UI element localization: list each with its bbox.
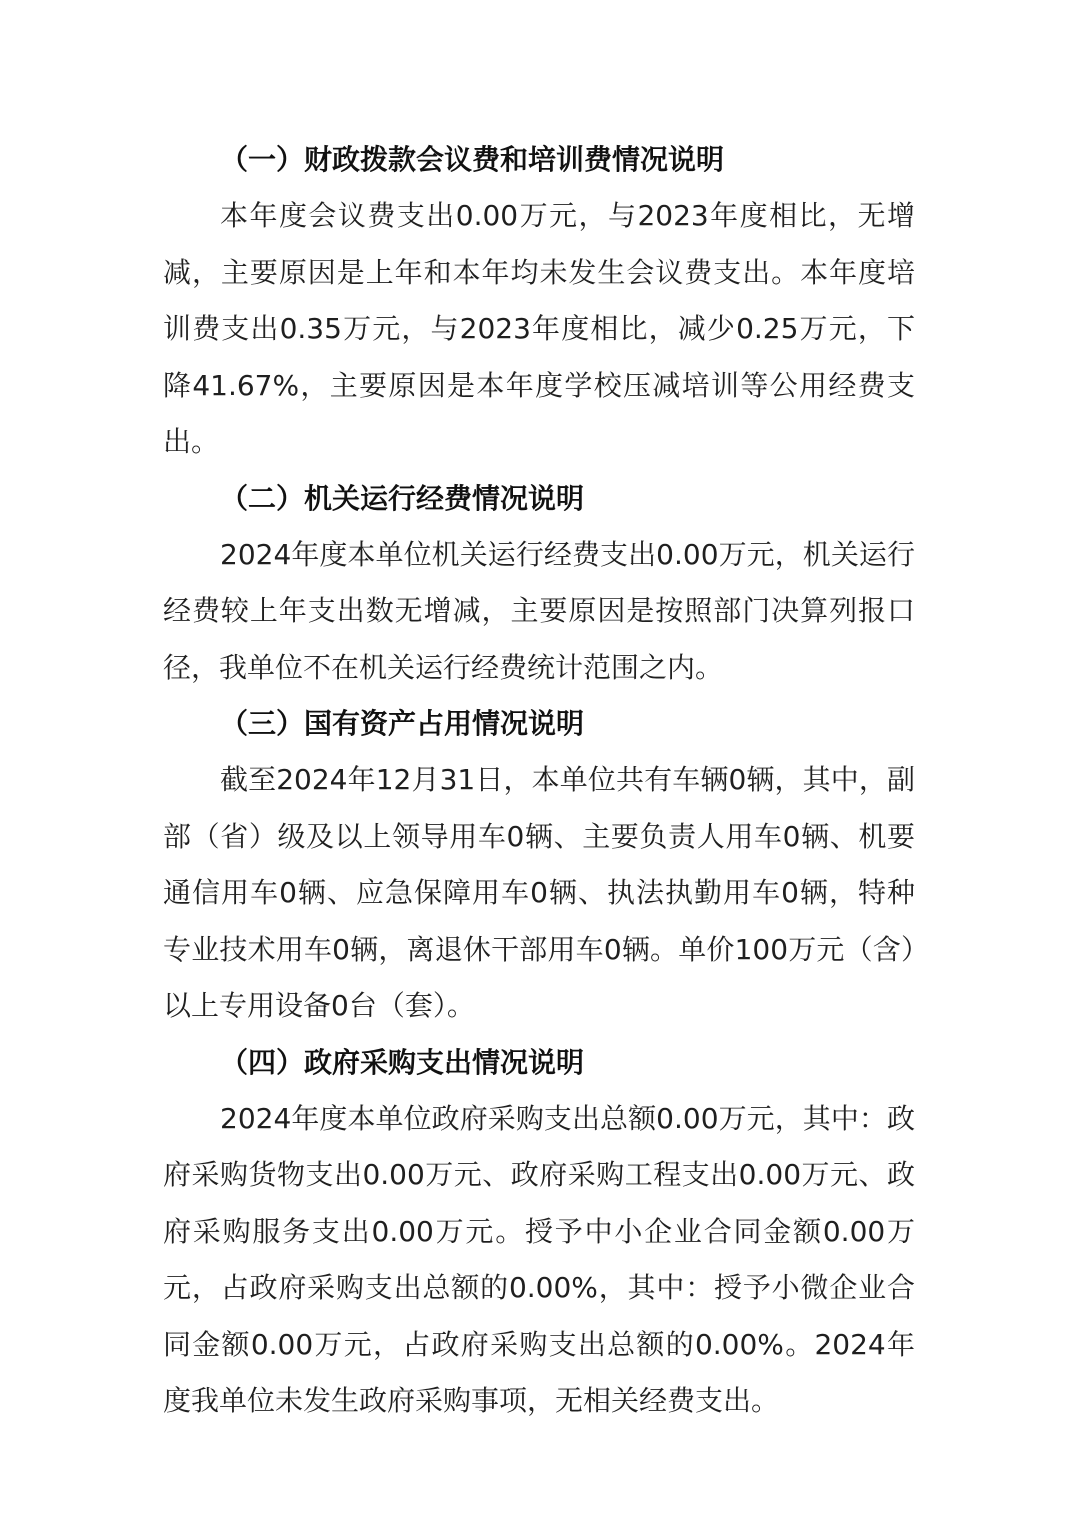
- section-heading-meeting-training: （一）财政拨款会议费和培训费情况说明: [220, 143, 725, 176]
- section-heading-agency-operation: （二）机关运行经费情况说明: [220, 481, 585, 515]
- section-paragraph-agency-operation: 2024年度本单位机关运行经费支出0.00万元，机关运行经费较上年支出数无增减，主要原因是按照部门决算列报口径，我单位不在机关运行经费统计范围之内。: [163, 537, 915, 684]
- section-paragraph-meeting-training: 本年度会议费支出0.00万元，与2023年度相比，无增减，主要原因是上年和本年均未发生会议费支出。本年度培训费支出0.35万元，与2023年度相比，减少0.25万元，下降41.67%，主要原因是本年度学校压减培训等公用经费支出。: [163, 199, 915, 458]
- section-paragraph-government-procurement: 2024年度本单位政府采购支出总额0.00万元，其中：政府采购货物支出0.00万元、政府采购工程支出0.00万元、政府采购服务支出0.00万元。授予中小企业合同金额0.00万元，占政府采购支出总额的0.00%，其中：授予小微企业合同金额0.00万元，占政府采购支出总额的0.00%。2024年度我单位未发生政府采购事项，无相关经费支出。: [163, 1101, 915, 1417]
- section-paragraph-state-assets: 截至2024年12月31日，本单位共有车辆0辆，其中，副部（省）级及以上领导用车0辆、主要负责人用车0辆、机要通信用车0辆、应急保障用车0辆、执法执勤用车0辆，特种专业技术用车0辆，离退休干部用车0辆。单价100万元（含）以上专用设备0台（套）。: [163, 763, 915, 1022]
- document-body: [163, 132, 915, 1430]
- section-heading-government-procurement: （四）政府采购支出情况说明: [220, 1045, 585, 1079]
- section-heading-state-assets: （三）国有资产占用情况说明: [220, 707, 585, 740]
